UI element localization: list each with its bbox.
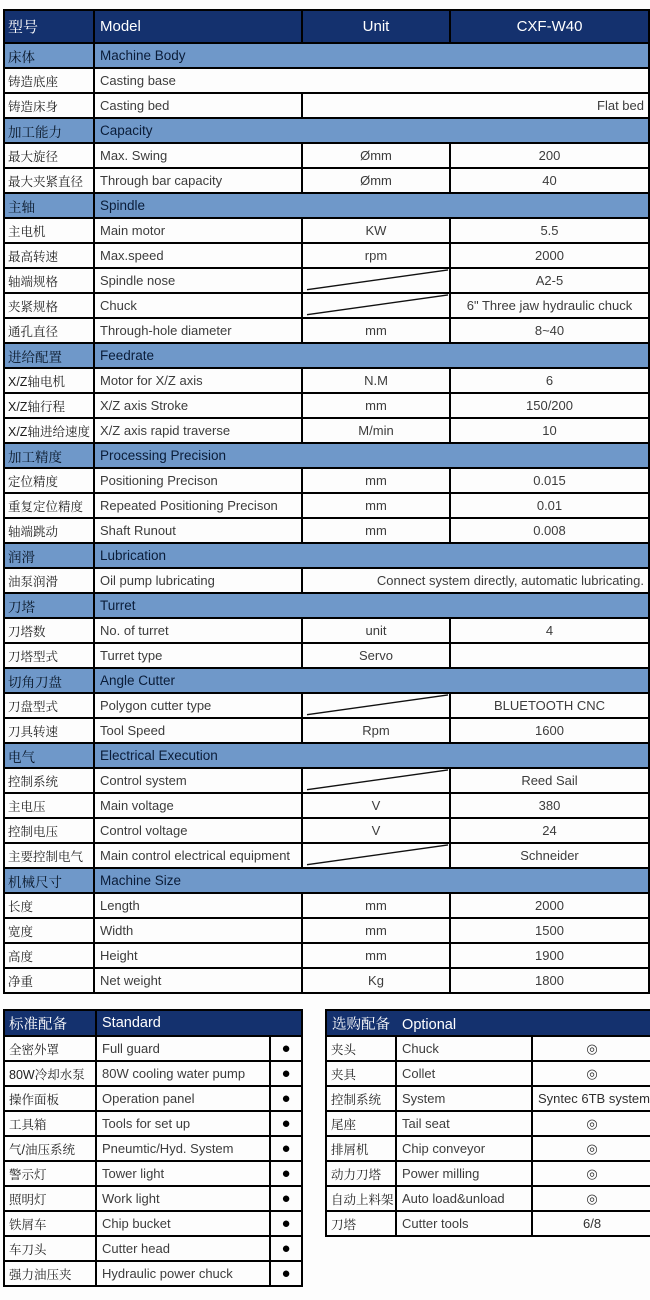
row-label-en: Through bar capacity <box>94 168 302 193</box>
section-row <box>4 118 649 143</box>
section-row <box>4 668 649 693</box>
row-label-en: Main voltage <box>94 793 302 818</box>
spec-row <box>4 568 649 593</box>
unit-cell: rpm <box>302 243 450 268</box>
row-label-zh: 主电压 <box>4 793 94 818</box>
spec-row <box>4 643 649 668</box>
section-label-en: Machine Body <box>94 43 649 68</box>
spec-row <box>4 143 649 168</box>
row-label-en: Control voltage <box>94 818 302 843</box>
header-model-value: CXF-W40 <box>450 10 649 43</box>
included-dot-icon: ● <box>270 1036 302 1061</box>
optional-header-zh: 选购配备 <box>332 1016 391 1033</box>
value-cell: 24 <box>450 818 649 843</box>
section-label-zh: 切角刀盘 <box>4 668 94 693</box>
standard-header-zh: 标准配备 <box>4 1010 96 1036</box>
row-label-en: No. of turret <box>94 618 302 643</box>
included-dot-icon: ● <box>270 1236 302 1261</box>
row-label-zh: 动力刀塔 <box>326 1161 396 1186</box>
section-label-en: Turret <box>94 593 649 618</box>
value-cell: Flat bed <box>302 93 649 118</box>
row-label-zh: 80W冷却水泵 <box>4 1061 96 1086</box>
section-row <box>4 743 649 768</box>
row-label-en: Operation panel <box>96 1086 270 1111</box>
optional-header-row <box>326 1010 650 1036</box>
optional-row <box>326 1061 650 1086</box>
row-label-en: Casting base <box>94 68 649 93</box>
row-label-en: Max.speed <box>94 243 302 268</box>
optional-table <box>325 1009 650 1237</box>
row-label-en: Length <box>94 893 302 918</box>
row-label-zh: 定位精度 <box>4 468 94 493</box>
value-cell: 8~40 <box>450 318 649 343</box>
row-label-en: Net weight <box>94 968 302 993</box>
row-label-zh: 铸造床身 <box>4 93 94 118</box>
value-cell: Reed Sail <box>450 768 649 793</box>
value-cell: Syntec 6TB system <box>532 1086 650 1111</box>
unit-cell: mm <box>302 918 450 943</box>
row-label-en: System <box>396 1086 532 1111</box>
row-label-zh: 净重 <box>4 968 94 993</box>
row-label-zh: 气/油压系统 <box>4 1136 96 1161</box>
optional-circle-icon: ◎ <box>532 1111 650 1136</box>
slash-icon <box>303 694 449 717</box>
section-label-zh: 主轴 <box>4 193 94 218</box>
row-label-zh: 工具箱 <box>4 1111 96 1136</box>
spec-row <box>4 93 649 118</box>
unit-cell: KW <box>302 218 450 243</box>
row-label-en: Collet <box>396 1061 532 1086</box>
row-label-zh: 最大旋径 <box>4 143 94 168</box>
header-model-zh: 型号 <box>4 10 94 43</box>
unit-cell <box>302 693 450 718</box>
section-row <box>4 868 649 893</box>
row-label-zh: 刀盘型式 <box>4 693 94 718</box>
optional-row <box>326 1186 650 1211</box>
row-label-zh: 长度 <box>4 893 94 918</box>
value-cell: 150/200 <box>450 393 649 418</box>
row-label-en: Main control electrical equipment <box>94 843 302 868</box>
included-dot-icon: ● <box>270 1161 302 1186</box>
unit-cell: mm <box>302 893 450 918</box>
optional-header-en: Optional <box>402 1016 457 1033</box>
section-label-zh: 电气 <box>4 743 94 768</box>
standard-header-row <box>4 1010 302 1036</box>
row-label-zh: 刀塔型式 <box>4 643 94 668</box>
standard-header-en: Standard <box>96 1010 302 1036</box>
row-label-en: 80W cooling water pump <box>96 1061 270 1086</box>
spec-row <box>4 843 649 868</box>
optional-row <box>326 1036 650 1061</box>
standard-row <box>4 1186 302 1211</box>
value-cell: 2000 <box>450 243 649 268</box>
row-label-zh: 铁屑车 <box>4 1211 96 1236</box>
row-label-zh: 尾座 <box>326 1111 396 1136</box>
row-label-zh: X/Z轴电机 <box>4 368 94 393</box>
value-cell <box>450 643 649 668</box>
row-label-zh: 排屑机 <box>326 1136 396 1161</box>
value-cell: A2-5 <box>450 268 649 293</box>
row-label-zh: 油泵润滑 <box>4 568 94 593</box>
row-label-en: Height <box>94 943 302 968</box>
value-cell: 4 <box>450 618 649 643</box>
included-dot-icon: ● <box>270 1061 302 1086</box>
spec-row <box>4 368 649 393</box>
section-row <box>4 343 649 368</box>
unit-cell: V <box>302 818 450 843</box>
unit-cell: Ømm <box>302 143 450 168</box>
row-label-en: Polygon cutter type <box>94 693 302 718</box>
value-cell: 2000 <box>450 893 649 918</box>
spec-row <box>4 718 649 743</box>
row-label-en: Chip bucket <box>96 1211 270 1236</box>
row-label-zh: 主要控制电气 <box>4 843 94 868</box>
spec-row <box>4 318 649 343</box>
row-label-en: Cutter tools <box>396 1211 532 1236</box>
section-label-en: Spindle <box>94 193 649 218</box>
section-row <box>4 593 649 618</box>
section-label-zh: 机械尺寸 <box>4 868 94 893</box>
unit-cell: mm <box>302 468 450 493</box>
section-row <box>4 43 649 68</box>
row-label-zh: 夹紧规格 <box>4 293 94 318</box>
row-label-en: Through-hole diameter <box>94 318 302 343</box>
optional-row <box>326 1161 650 1186</box>
row-label-en: Motor for X/Z axis <box>94 368 302 393</box>
row-label-en: Work light <box>96 1186 270 1211</box>
row-label-zh: X/Z轴进给速度 <box>4 418 94 443</box>
row-label-zh: 最大夹紧直径 <box>4 168 94 193</box>
row-label-zh: 轴端规格 <box>4 268 94 293</box>
value-cell: BLUETOOTH CNC <box>450 693 649 718</box>
value-cell: 6" Three jaw hydraulic chuck <box>450 293 649 318</box>
row-label-zh: 轴端跳动 <box>4 518 94 543</box>
unit-cell: mm <box>302 943 450 968</box>
value-cell: 0.01 <box>450 493 649 518</box>
optional-row <box>326 1136 650 1161</box>
row-label-zh: 控制系统 <box>4 768 94 793</box>
unit-cell: mm <box>302 518 450 543</box>
row-label-zh: 全密外罩 <box>4 1036 96 1061</box>
spec-row <box>4 218 649 243</box>
spec-row <box>4 793 649 818</box>
value-cell: 1800 <box>450 968 649 993</box>
unit-cell: Rpm <box>302 718 450 743</box>
value-cell: 10 <box>450 418 649 443</box>
value-cell: Schneider <box>450 843 649 868</box>
slash-icon <box>303 769 449 792</box>
unit-cell <box>302 293 450 318</box>
header-unit: Unit <box>302 10 450 43</box>
section-row <box>4 443 649 468</box>
optional-circle-icon: ◎ <box>532 1161 650 1186</box>
standard-table <box>3 1009 303 1287</box>
spec-row <box>4 468 649 493</box>
included-dot-icon: ● <box>270 1211 302 1236</box>
standard-row <box>4 1211 302 1236</box>
spec-row <box>4 918 649 943</box>
value-cell: 0.008 <box>450 518 649 543</box>
section-label-zh: 加工能力 <box>4 118 94 143</box>
row-label-en: Chip conveyor <box>396 1136 532 1161</box>
value-cell: 0.015 <box>450 468 649 493</box>
row-label-zh: 操作面板 <box>4 1086 96 1111</box>
header-model-en: Model <box>94 10 302 43</box>
section-label-en: Electrical Execution <box>94 743 649 768</box>
row-label-zh: 刀塔 <box>326 1211 396 1236</box>
section-label-zh: 进给配置 <box>4 343 94 368</box>
standard-row <box>4 1261 302 1286</box>
row-label-zh: 警示灯 <box>4 1161 96 1186</box>
optional-circle-icon: ◎ <box>532 1061 650 1086</box>
row-label-en: Main motor <box>94 218 302 243</box>
spec-row <box>4 393 649 418</box>
section-label-en: Capacity <box>94 118 649 143</box>
unit-cell: N.M <box>302 368 450 393</box>
row-label-en: Chuck <box>94 293 302 318</box>
spec-table <box>3 9 650 994</box>
row-label-en: Shaft Runout <box>94 518 302 543</box>
spec-row <box>4 968 649 993</box>
row-label-zh: 最高转速 <box>4 243 94 268</box>
unit-cell <box>302 268 450 293</box>
section-label-zh: 润滑 <box>4 543 94 568</box>
included-dot-icon: ● <box>270 1186 302 1211</box>
spec-row <box>4 418 649 443</box>
unit-cell: Servo <box>302 643 450 668</box>
unit-cell <box>302 768 450 793</box>
row-label-en: Spindle nose <box>94 268 302 293</box>
row-label-en: Max. Swing <box>94 143 302 168</box>
value-cell: 40 <box>450 168 649 193</box>
slash-icon <box>303 844 449 867</box>
unit-cell: mm <box>302 393 450 418</box>
included-dot-icon: ● <box>270 1111 302 1136</box>
unit-cell: V <box>302 793 450 818</box>
row-label-zh: 主电机 <box>4 218 94 243</box>
row-label-en: Turret type <box>94 643 302 668</box>
standard-row <box>4 1161 302 1186</box>
row-label-zh: 控制电压 <box>4 818 94 843</box>
row-label-zh: X/Z轴行程 <box>4 393 94 418</box>
section-label-en: Feedrate <box>94 343 649 368</box>
spec-row <box>4 893 649 918</box>
included-dot-icon: ● <box>270 1261 302 1286</box>
unit-cell: mm <box>302 318 450 343</box>
row-label-zh: 刀塔数 <box>4 618 94 643</box>
row-label-zh: 高度 <box>4 943 94 968</box>
spec-row <box>4 768 649 793</box>
section-label-en: Processing Precision <box>94 443 649 468</box>
value-cell: 380 <box>450 793 649 818</box>
row-label-zh: 刀具转速 <box>4 718 94 743</box>
row-label-en: Control system <box>94 768 302 793</box>
section-label-en: Angle Cutter <box>94 668 649 693</box>
row-label-en: Chuck <box>396 1036 532 1061</box>
optional-row <box>326 1111 650 1136</box>
standard-row <box>4 1036 302 1061</box>
row-label-zh: 铸造底座 <box>4 68 94 93</box>
value-cell: 1900 <box>450 943 649 968</box>
spec-row <box>4 818 649 843</box>
slash-icon <box>303 269 449 292</box>
spec-row <box>4 693 649 718</box>
unit-cell: mm <box>302 493 450 518</box>
row-label-en: Full guard <box>96 1036 270 1061</box>
standard-row <box>4 1236 302 1261</box>
unit-cell <box>302 843 450 868</box>
standard-row <box>4 1111 302 1136</box>
optional-circle-icon: ◎ <box>532 1186 650 1211</box>
row-label-en: Oil pump lubricating <box>94 568 302 593</box>
row-label-en: Positioning Precison <box>94 468 302 493</box>
row-label-en: Repeated Positioning Precison <box>94 493 302 518</box>
section-label-en: Machine Size <box>94 868 649 893</box>
row-label-en: Cutter head <box>96 1236 270 1261</box>
row-label-en: Pneumtic/Hyd. System <box>96 1136 270 1161</box>
row-label-en: Casting bed <box>94 93 302 118</box>
spec-row <box>4 243 649 268</box>
row-label-en: Width <box>94 918 302 943</box>
row-label-zh: 重复定位精度 <box>4 493 94 518</box>
spec-row <box>4 268 649 293</box>
optional-header <box>326 1010 650 1036</box>
spec-row <box>4 68 649 93</box>
value-cell: Connect system directly, automatic lubricating. <box>302 568 649 593</box>
row-label-en: X/Z axis Stroke <box>94 393 302 418</box>
optional-row <box>326 1086 650 1111</box>
spec-row <box>4 493 649 518</box>
value-cell: 1500 <box>450 918 649 943</box>
unit-cell: unit <box>302 618 450 643</box>
spec-row <box>4 518 649 543</box>
row-label-en: Power milling <box>396 1161 532 1186</box>
row-label-zh: 夹头 <box>326 1036 396 1061</box>
section-row <box>4 543 649 568</box>
slash-icon <box>303 294 449 317</box>
row-label-zh: 照明灯 <box>4 1186 96 1211</box>
value-cell: 5.5 <box>450 218 649 243</box>
section-label-en: Lubrication <box>94 543 649 568</box>
unit-cell: M/min <box>302 418 450 443</box>
row-label-zh: 夹具 <box>326 1061 396 1086</box>
row-label-en: Hydraulic power chuck <box>96 1261 270 1286</box>
section-label-zh: 刀塔 <box>4 593 94 618</box>
spec-row <box>4 618 649 643</box>
row-label-zh: 控制系统 <box>326 1086 396 1111</box>
standard-row <box>4 1086 302 1111</box>
spec-table-header-row <box>4 10 649 43</box>
row-label-zh: 通孔直径 <box>4 318 94 343</box>
row-label-en: Tools for set up <box>96 1111 270 1136</box>
accessory-tables <box>3 1009 648 1287</box>
spec-row <box>4 168 649 193</box>
row-label-en: Tower light <box>96 1161 270 1186</box>
spec-row <box>4 943 649 968</box>
section-label-zh: 加工精度 <box>4 443 94 468</box>
optional-row <box>326 1211 650 1236</box>
included-dot-icon: ● <box>270 1086 302 1111</box>
optional-circle-icon: ◎ <box>532 1036 650 1061</box>
unit-cell: Kg <box>302 968 450 993</box>
section-label-zh: 床体 <box>4 43 94 68</box>
row-label-zh: 车刀头 <box>4 1236 96 1261</box>
row-label-zh: 强力油压夹 <box>4 1261 96 1286</box>
row-label-en: Auto load&unload <box>396 1186 532 1211</box>
value-cell: 1600 <box>450 718 649 743</box>
optional-circle-icon: ◎ <box>532 1136 650 1161</box>
row-label-en: X/Z axis rapid traverse <box>94 418 302 443</box>
value-cell: 6/8 <box>532 1211 650 1236</box>
included-dot-icon: ● <box>270 1136 302 1161</box>
row-label-zh: 宽度 <box>4 918 94 943</box>
section-row <box>4 193 649 218</box>
standard-row <box>4 1136 302 1161</box>
value-cell: 6 <box>450 368 649 393</box>
row-label-en: Tail seat <box>396 1111 532 1136</box>
unit-cell: Ømm <box>302 168 450 193</box>
row-label-zh: 自动上料架 <box>326 1186 396 1211</box>
spec-row <box>4 293 649 318</box>
value-cell: 200 <box>450 143 649 168</box>
row-label-en: Tool Speed <box>94 718 302 743</box>
standard-row <box>4 1061 302 1086</box>
